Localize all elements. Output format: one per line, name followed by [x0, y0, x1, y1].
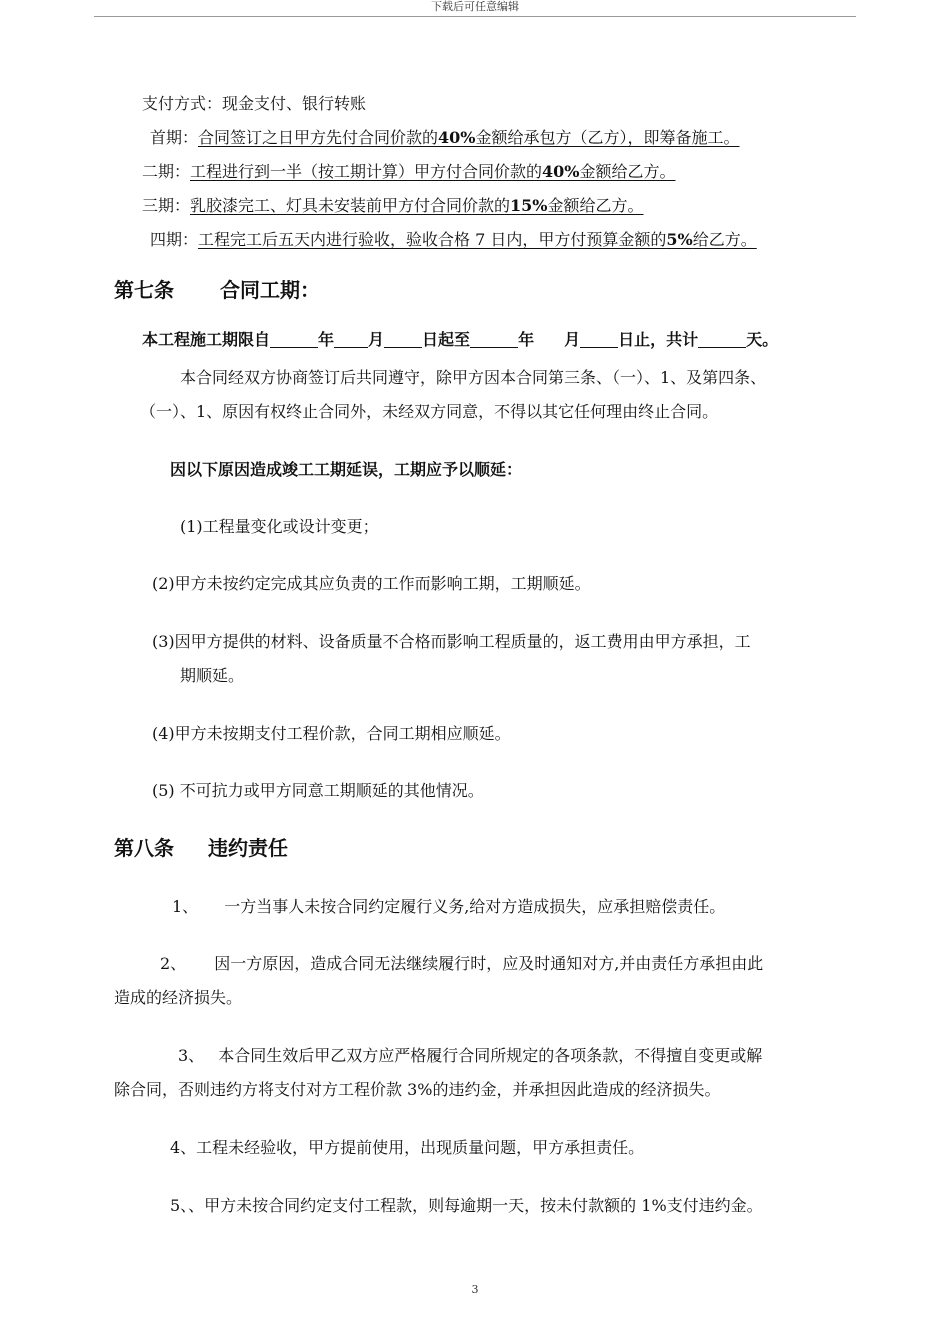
article-7-heading	[114, 278, 320, 302]
liability-clause-2-line-1: 2、 因一方原因，造成合同无法继续履行时，应及时通知对方,并由责任方承担由此	[160, 954, 764, 973]
liability-clause-4: 4、工程未经验收，甲方提前使用，出现质量问题，甲方承担责任。	[170, 1138, 645, 1157]
phase-label: 二期：	[142, 162, 191, 181]
phase-text: 乳胶漆完工、灯具未安装前甲方付合同价款的15%金额给乙方。	[190, 196, 644, 215]
article-title: 合同工期：	[220, 278, 320, 302]
blank-field	[270, 331, 318, 348]
delay-item-2: (2)甲方未按约定完成其应负责的工作而影响工期，工期顺延。	[152, 574, 591, 593]
payment-phase-1	[150, 128, 744, 148]
liability-clause-3-line-1: 3、 本合同生效后甲乙双方应严格履行合同所规定的各项条款，不得擅自变更或解	[178, 1046, 763, 1065]
blank-field	[698, 331, 746, 348]
phase-text: 合同签订之日甲方先付合同价款的40%金额给承包方（乙方），即筹备施工。	[198, 128, 740, 147]
article-8-heading	[114, 836, 288, 860]
phase-text: 工程进行到一半（按工期计算）甲方付合同价款的40%金额给乙方。	[190, 162, 676, 181]
delay-item-1: (1)工程量变化或设计变更；	[180, 517, 379, 536]
payment-phase-2	[142, 162, 750, 182]
delay-item-5: (5) 不可抗力或甲方同意工期顺延的其他情况。	[152, 781, 484, 800]
phase-label: 首期：	[150, 128, 199, 147]
header-note: 下载后可任意编辑	[431, 0, 519, 13]
payment-phase-3	[142, 196, 644, 216]
page-number: 3	[471, 1283, 479, 1296]
termination-clause-line-1: 本合同经双方协商签订后共同遵守，除甲方因本合同第三条、（一）、1、及第四条、	[180, 368, 767, 387]
blank-field	[384, 331, 422, 348]
header-rule	[94, 16, 856, 17]
article-number: 第八条	[114, 836, 174, 860]
blank-field	[334, 331, 368, 348]
payment-method: 支付方式：现金支付、银行转账	[142, 94, 367, 113]
article-title: 违约责任	[208, 836, 288, 860]
termination-clause-line-2: （一）、1、原因有权终止合同外，未经双方同意，不得以其它任何理由终止合同。	[140, 402, 719, 421]
payment-phase-4	[150, 230, 761, 250]
phase-label: 三期：	[142, 196, 191, 215]
liability-clause-1: 1、 一方当事人未按合同约定履行义务,给对方造成损失，应承担赔偿责任。	[172, 897, 726, 916]
phase-text: 工程完工后五天内进行验收，验收合格 7 日内，甲方付预算金额的5%给乙方。	[198, 230, 757, 249]
delay-item-3-line-1: (3)因甲方提供的材料、设备质量不合格而影响工程质量的，返工费用由甲方承担，工	[152, 632, 751, 651]
article-number: 第七条	[114, 278, 174, 302]
liability-clause-2-line-2: 造成的经济损失。	[114, 988, 243, 1007]
delay-heading: 因以下原因造成竣工工期延误，工期应予以顺延：	[170, 460, 523, 479]
delay-item-3-line-2: 期顺延。	[180, 666, 245, 685]
construction-period: 本工程施工期限自 年 月 日起至 年 月 日止，共计 天。	[142, 330, 779, 349]
liability-clause-5: 5、、甲方未按合同约定支付工程款，则每逾期一天，按未付款额的 1%支付违约金。	[170, 1196, 763, 1215]
blank-field	[580, 331, 618, 348]
phase-label: 四期：	[150, 230, 199, 249]
liability-clause-3-line-2: 除合同，否则违约方将支付对方工程价款 3%的违约金，并承担因此造成的经济损失。	[114, 1080, 721, 1099]
blank-field	[470, 331, 518, 348]
delay-item-4: (4)甲方未按期支付工程价款，合同工期相应顺延。	[152, 724, 511, 743]
